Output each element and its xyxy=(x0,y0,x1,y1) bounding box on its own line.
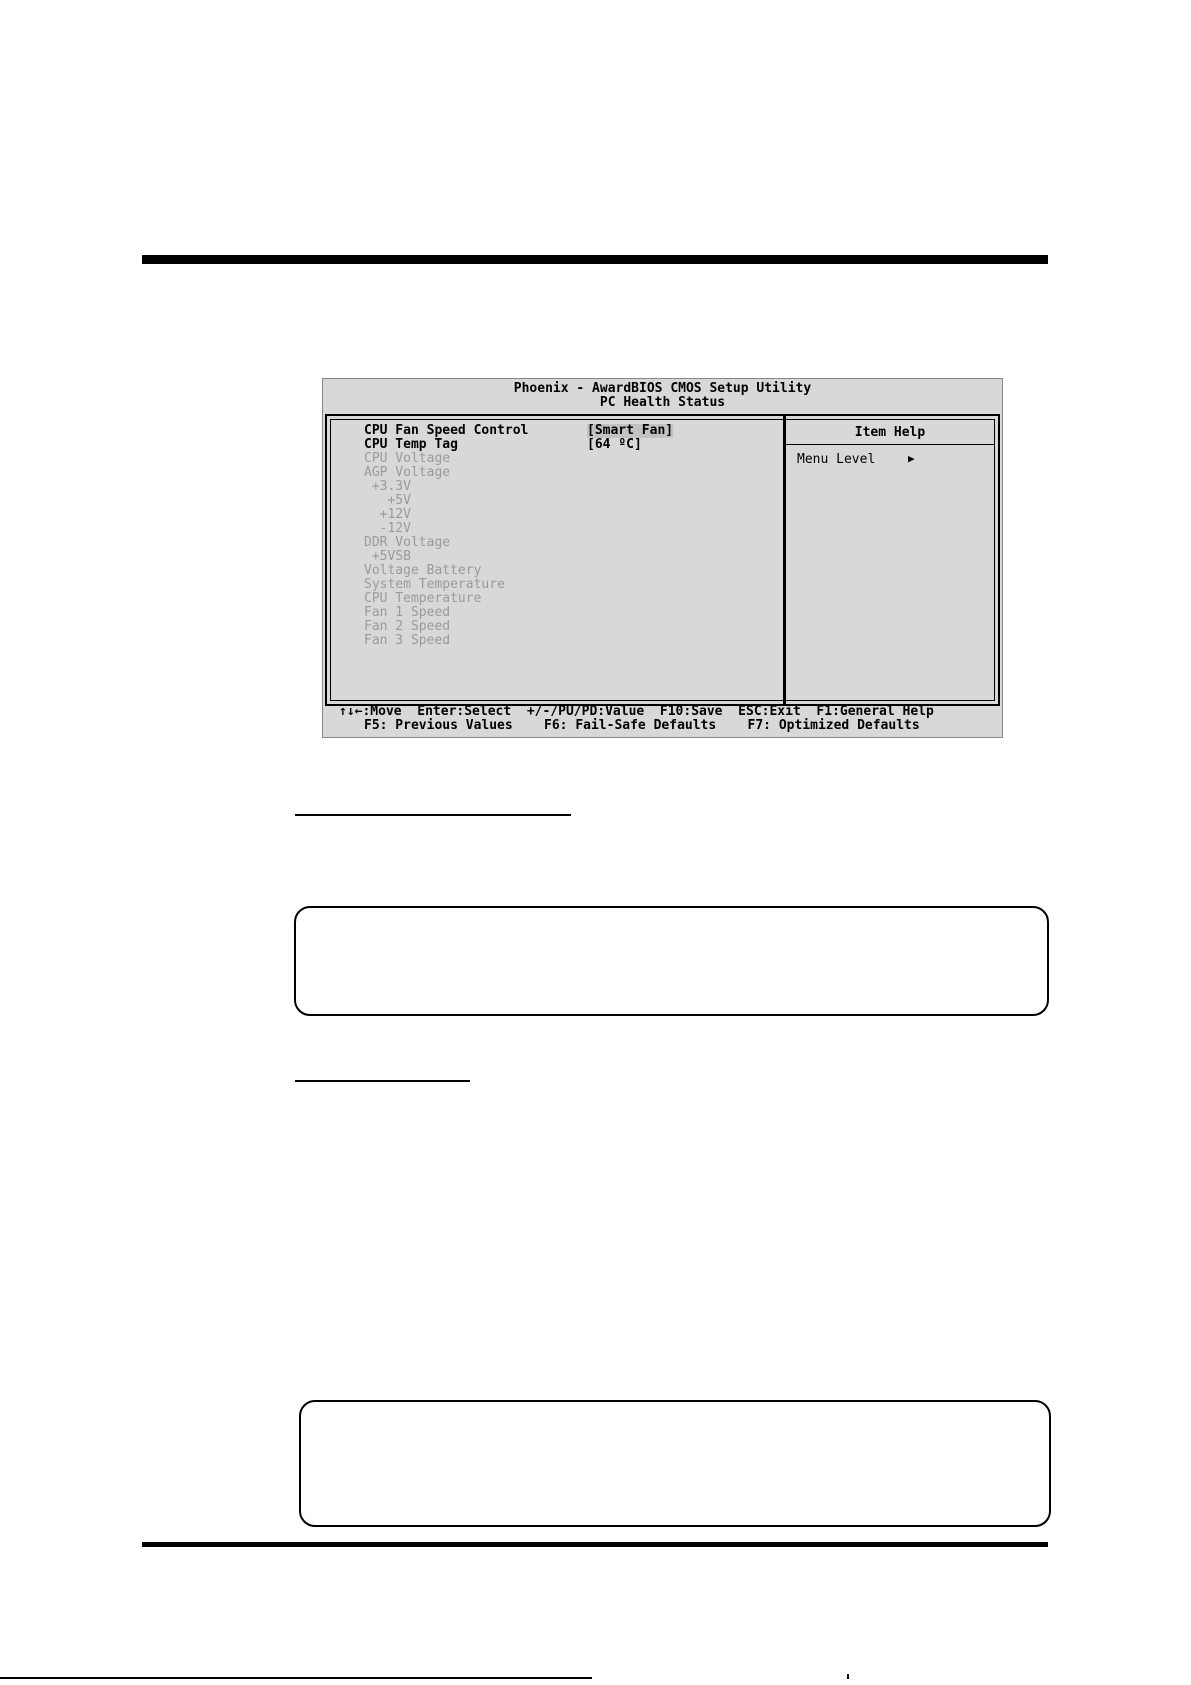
bios-item-label: CPU Voltage xyxy=(364,451,451,466)
bios-item-label[interactable]: CPU Fan Speed Control xyxy=(364,423,529,438)
section-heading-underline xyxy=(295,814,571,816)
bios-item-label: +3.3V xyxy=(364,479,411,494)
bios-item-label: Fan 3 Speed xyxy=(364,633,451,648)
triangle-right-icon: ▶ xyxy=(908,452,915,465)
item-help-separator xyxy=(786,444,994,445)
bios-subtitle: PC Health Status xyxy=(599,395,726,410)
bios-item-label: Voltage Battery xyxy=(364,563,482,578)
bios-item-label: Fan 1 Speed xyxy=(364,605,451,620)
bios-item-label: Fan 2 Speed xyxy=(364,619,451,634)
bios-screenshot xyxy=(322,378,1003,738)
bios-title: Phoenix - AwardBIOS CMOS Setup Utility xyxy=(513,381,812,396)
bios-item-label: +12V xyxy=(364,507,411,522)
bios-item-label: DDR Voltage xyxy=(364,535,451,550)
bios-item-label[interactable]: CPU Temp Tag xyxy=(364,437,458,452)
note-box xyxy=(294,906,1049,1016)
note-box xyxy=(299,1400,1051,1527)
bios-item-label: +5VSB xyxy=(364,549,411,564)
top-rule xyxy=(142,255,1048,264)
bios-item-label: +5V xyxy=(364,493,411,508)
footer-tick xyxy=(847,1674,849,1679)
bios-item-label: CPU Temperature xyxy=(364,591,482,606)
bottom-rule xyxy=(142,1542,1048,1547)
bios-item-label: System Temperature xyxy=(364,577,505,592)
bios-item-label: -12V xyxy=(364,521,411,536)
bios-divider xyxy=(783,415,786,705)
section-heading-underline xyxy=(295,1080,470,1082)
menu-level-label: Menu Level xyxy=(797,452,876,467)
item-help-title: Item Help xyxy=(854,425,926,440)
bios-item-label: AGP Voltage xyxy=(364,465,451,480)
bios-item-value[interactable]: [64 ºC] xyxy=(587,437,642,452)
bios-footer-defaults: F5: Previous Values F6: Fail-Safe Defaults F7: Optimized Defaults xyxy=(364,718,920,733)
footer-line xyxy=(0,1677,592,1679)
bios-item-value[interactable]: [Smart Fan] xyxy=(587,423,674,438)
bios-footer-keys: ↑↓←:Move Enter:Select +/-/PU/PD:Value F10:Save ESC:Exit F1:General Help xyxy=(339,704,934,719)
